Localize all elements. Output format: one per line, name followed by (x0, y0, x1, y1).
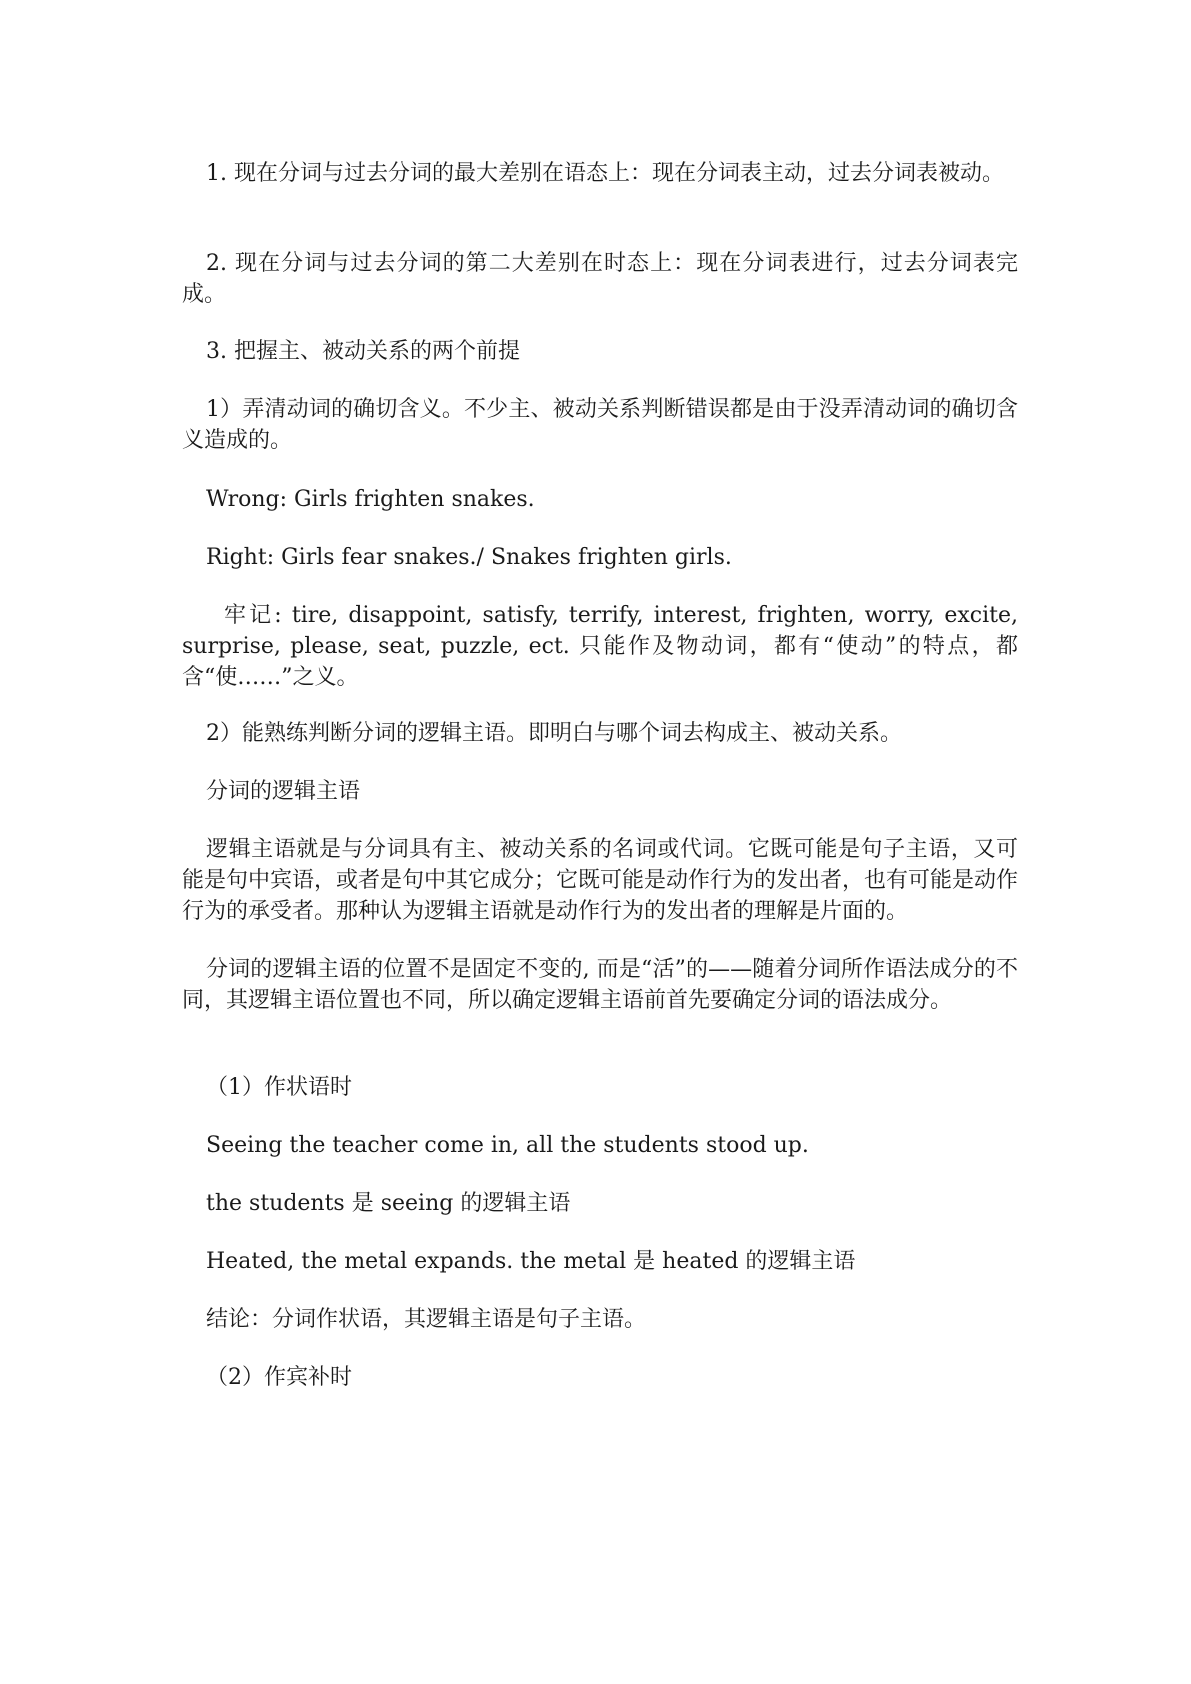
paragraph-17: （2）作宾补时 (206, 1365, 352, 1390)
paragraph-10: 逻辑主语就是与分词具有主、被动关系的名词或代词。它既可能是句子主语，又可能是句中宾语，或者是句中其它成分；它既可能是动作行为的发出者，也有可能是动作行为的承受者。那种认为逻辑主语就是动作行为的发出者的理解是片面的。 (182, 837, 1019, 924)
paragraph-2: 2. 现在分词与过去分词的第二大差别在时态上：现在分词表进行，过去分词表完成。 (182, 251, 1018, 307)
paragraph-12: （1）作状语时 (206, 1075, 352, 1100)
paragraph-3: 3. 把握主、被动关系的两个前提 (206, 339, 520, 364)
paragraph-8: 2）能熟练判断分词的逻辑主语。即明白与哪个词去构成主、被动关系。 (206, 721, 902, 746)
paragraph-7: 牢记: tire, disappoint, satisfy, terrify, interest, frighten, worry, excite, surprise, please, seat, puzzle, ect. 只能作及物动词，都有“使动”的特点，都含“使……”之义。 (182, 603, 1018, 690)
paragraph-16: 结论：分词作状语，其逻辑主语是句子主语。 (206, 1307, 647, 1332)
paragraph-9: 分词的逻辑主语 (206, 779, 361, 804)
paragraph-4: 1）弄清动词的确切含义。不少主、被动关系判断错误都是由于没弄清动词的确切含义造成的。 (182, 397, 1018, 453)
paragraph-13: Seeing the teacher come in, all the students stood up. (206, 1133, 809, 1158)
paragraph-6: Right: Girls fear snakes./ Snakes frighten girls. (206, 545, 732, 570)
paragraph-14: the students 是 seeing 的逻辑主语 (206, 1191, 571, 1216)
paragraph-1: 1. 现在分词与过去分词的最大差别在语态上：现在分词表主动，过去分词表被动。 (206, 161, 1004, 186)
paragraph-15: Heated, the metal expands. the metal 是 heated 的逻辑主语 (206, 1249, 856, 1274)
paragraph-11: 分词的逻辑主语的位置不是固定不变的, 而是“活”的——随着分词所作语法成分的不同，其逻辑主语位置也不同，所以确定逻辑主语前首先要确定分词的语法成分。 (182, 957, 1018, 1013)
paragraph-5: Wrong: Girls frighten snakes. (206, 487, 535, 512)
